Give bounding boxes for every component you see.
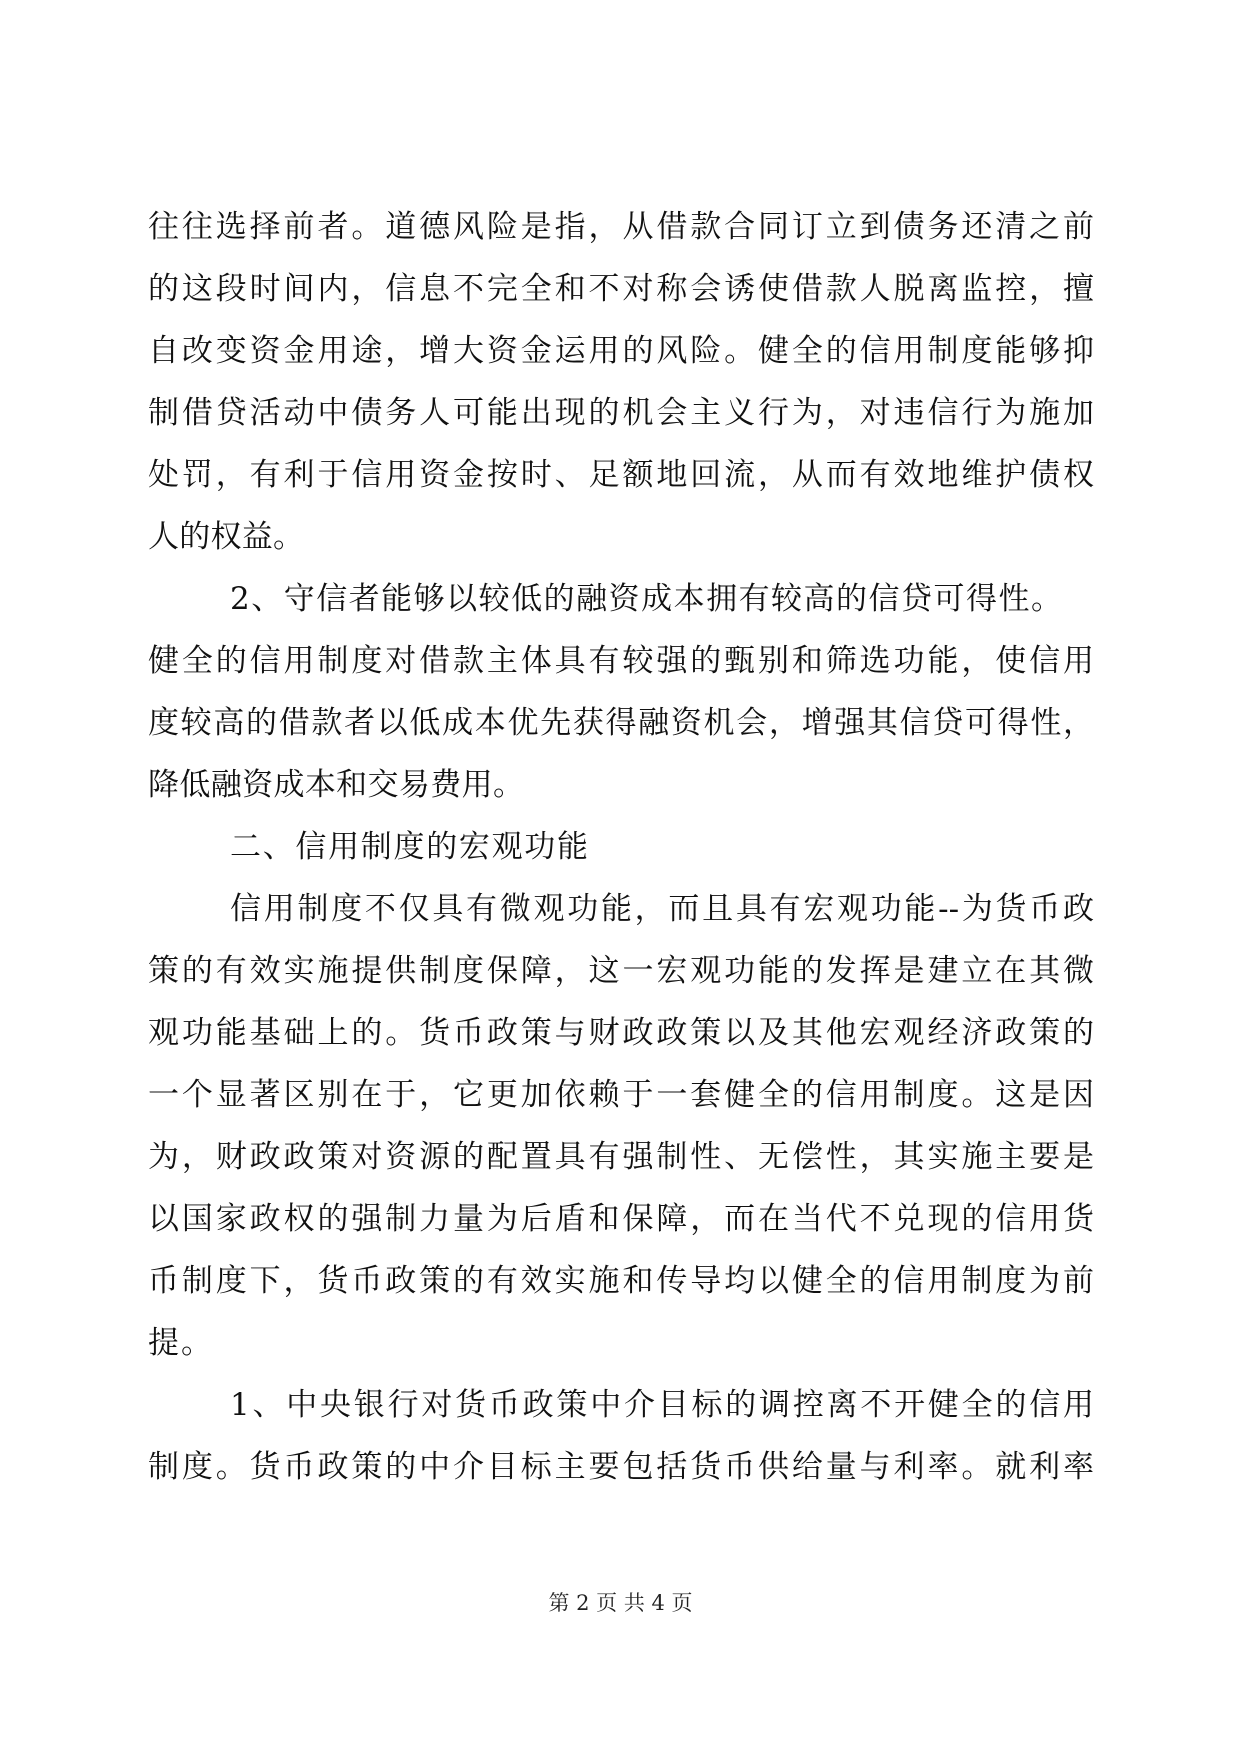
text-line: 往往选择前者。道德风险是指，从借款合同订立到债务还清之前 xyxy=(148,209,1094,245)
text-line: 信用制度不仅具有微观功能，而且具有宏观功能--为货币政 xyxy=(230,891,1094,927)
text-line: 2、守信者能够以较低的融资成本拥有较高的信贷可得性。 xyxy=(230,581,1062,617)
text-line: 降低融资成本和交易费用。 xyxy=(148,767,524,803)
text-line: 提。 xyxy=(148,1325,212,1361)
text-line: 人的权益。 xyxy=(148,519,304,555)
text-line: 度较高的借款者以低成本优先获得融资机会，增强其信贷可得性， xyxy=(148,705,1094,741)
text-line: 为，财政政策对资源的配置具有强制性、无偿性，其实施主要是 xyxy=(148,1139,1094,1175)
text-line: 制度。货币政策的中介目标主要包括货币供给量与利率。就利率 xyxy=(148,1449,1094,1485)
text-line: 策的有效实施提供制度保障，这一宏观功能的发挥是建立在其微 xyxy=(148,953,1094,989)
text-line: 一个显著区别在于，它更加依赖于一套健全的信用制度。这是因 xyxy=(148,1077,1094,1113)
text-line: 处罚，有利于信用资金按时、足额地回流，从而有效地维护债权 xyxy=(148,457,1094,493)
text-line: 1、中央银行对货币政策中介目标的调控离不开健全的信用 xyxy=(230,1387,1094,1423)
text-line: 以国家政权的强制力量为后盾和保障，而在当代不兑现的信用货 xyxy=(148,1201,1094,1237)
section-heading: 二、信用制度的宏观功能 xyxy=(230,829,588,865)
text-line: 币制度下，货币政策的有效实施和传导均以健全的信用制度为前 xyxy=(148,1263,1094,1299)
page-number-label: 第 2 页 共 4 页 xyxy=(548,1591,693,1615)
text-line: 健全的信用制度对借款主体具有较强的甄别和筛选功能，使信用 xyxy=(148,643,1094,679)
text-line: 的这段时间内，信息不完全和不对称会诱使借款人脱离监控，擅 xyxy=(148,271,1094,307)
text-line: 观功能基础上的。货币政策与财政政策以及其他宏观经济政策的 xyxy=(148,1015,1094,1051)
text-line: 自改变资金用途，增大资金运用的风险。健全的信用制度能够抑 xyxy=(148,333,1094,369)
text-line: 制借贷活动中债务人可能出现的机会主义行为，对违信行为施加 xyxy=(148,395,1094,431)
page-footer xyxy=(0,1588,1241,1618)
